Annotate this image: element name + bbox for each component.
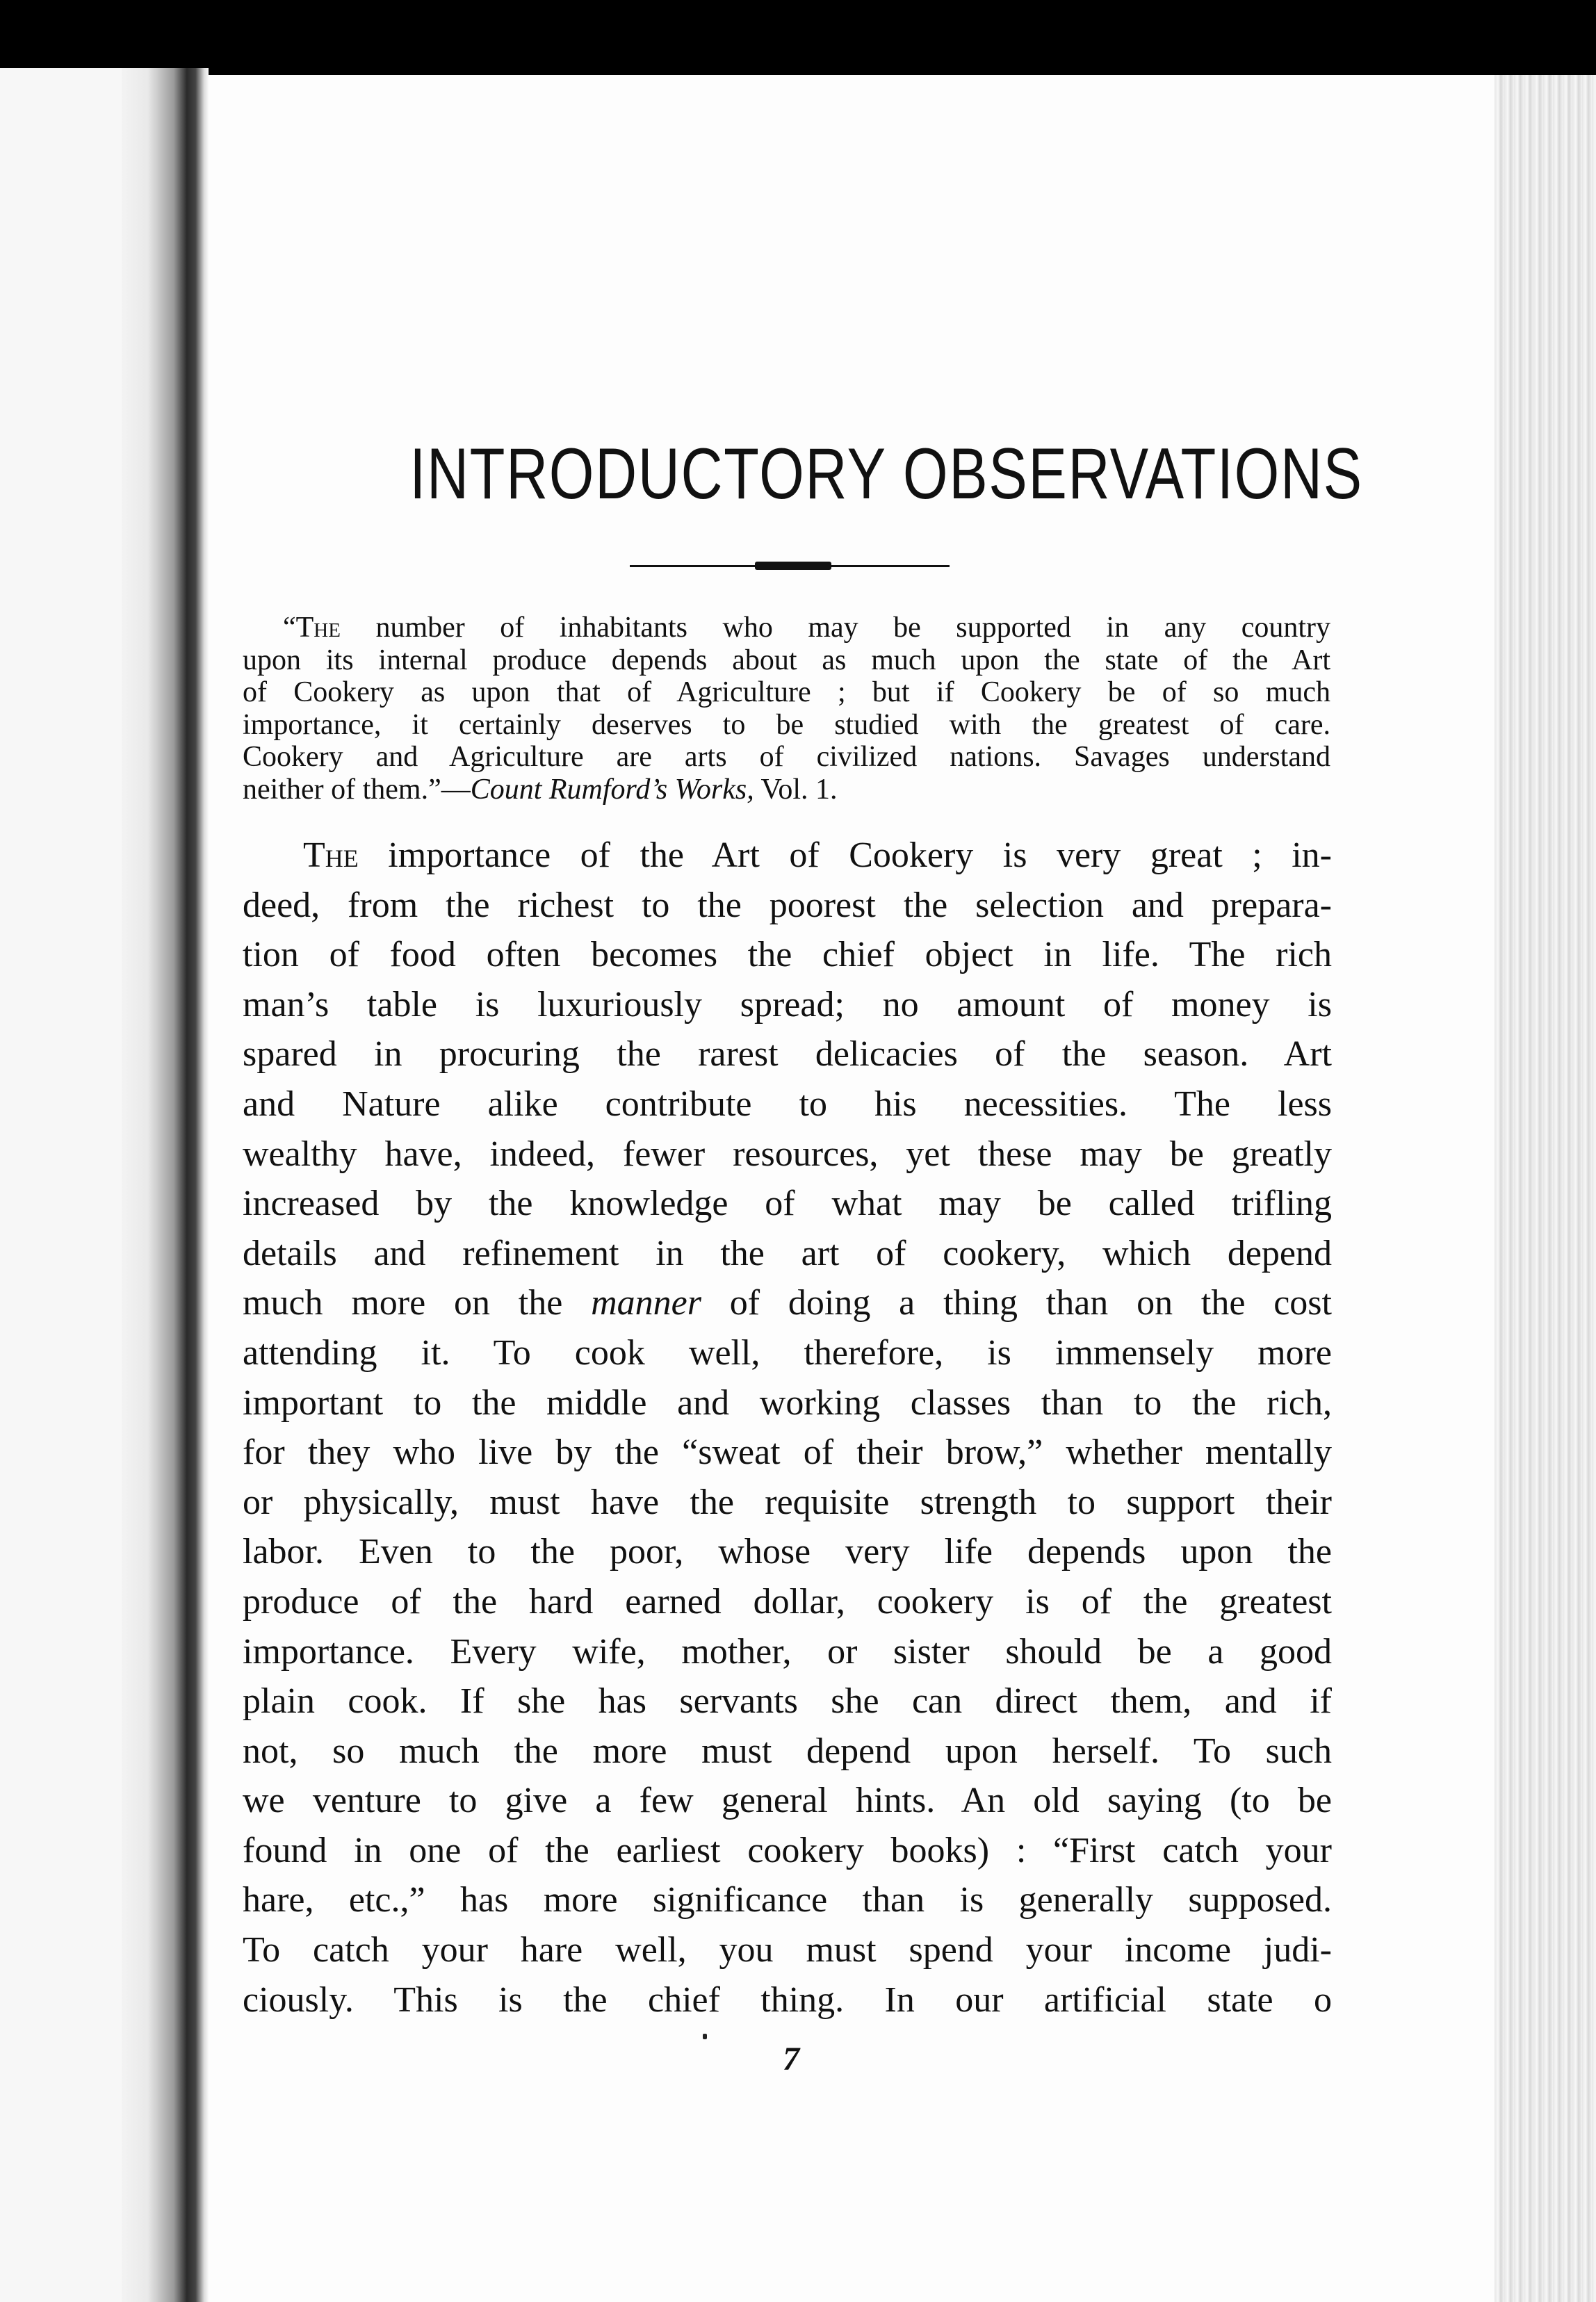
body-line: labor. Even to the poor, whose very life depends upon the bbox=[243, 1532, 1332, 1572]
body-line: or physically, must have the requisite strength to support their bbox=[243, 1482, 1332, 1522]
body-line bbox=[243, 831, 1332, 881]
epigraph-quote bbox=[243, 612, 1330, 806]
body-line: increased by the knowledge of what may be called trifling bbox=[243, 1184, 1332, 1224]
epigraph-line: importance, it certainly deserves to be studied with the greatest of care. bbox=[243, 708, 1330, 741]
body-line: hare, etc.,” has more significance than is generally supposed. bbox=[243, 1880, 1332, 1920]
body-line: tion of food often becomes the chief object in life. The rich bbox=[243, 935, 1332, 975]
body-line: plain cook. If she has servants she can direct them, and if bbox=[243, 1681, 1332, 1722]
epigraph-volume: Vol. 1. bbox=[754, 773, 838, 806]
epigraph-open-quote: “ bbox=[283, 612, 296, 644]
epigraph-line bbox=[243, 612, 1330, 644]
ink-speck bbox=[703, 2034, 707, 2039]
body-paragraph bbox=[243, 831, 1332, 2025]
body-line-text: much more on the bbox=[243, 1283, 592, 1323]
body-line: and Nature alike contribute to his necessities. The less bbox=[243, 1084, 1332, 1124]
epigraph-line-text: number of inhabitants who may be supported in any country bbox=[340, 612, 1330, 644]
chapter-title: INTRODUCTORY OBSERVATIONS bbox=[409, 434, 1363, 514]
body-line: produce of the hard earned dollar, cookery is of the greatest bbox=[243, 1581, 1332, 1622]
body-line: ciously. This is the chief thing. In our artificial state o bbox=[243, 1979, 1332, 2020]
epigraph-line: Cookery and Agriculture are arts of civilized nations. Savages understand bbox=[243, 741, 1330, 773]
page-number: 7 bbox=[783, 2041, 799, 2077]
title-rule-ornament bbox=[630, 562, 950, 570]
body-line: not, so much the more must depend upon herself. To such bbox=[243, 1731, 1332, 1771]
body-line: important to the middle and working classes than to the rich, bbox=[243, 1382, 1332, 1423]
body-line: deed, from the richest to the poorest the selection and prepara- bbox=[243, 885, 1332, 925]
epigraph-line: upon its internal produce depends about as much upon the state of the Art bbox=[243, 644, 1330, 676]
body-line: To catch your hare well, you must spend your income judi- bbox=[243, 1930, 1332, 1970]
epigraph-line-prefix: neither of them.”— bbox=[243, 773, 471, 806]
body-line: found in one of the earliest cookery books) : “First catch your bbox=[243, 1830, 1332, 1870]
drop-word: The bbox=[303, 835, 359, 875]
body-line: details and refinement in the art of cookery, which depend bbox=[243, 1233, 1332, 1273]
body-line-text: importance of the Art of Cookery is very great ; in- bbox=[358, 835, 1332, 875]
epigraph-line: of Cookery as upon that of Agriculture ; but if Cookery be of so much bbox=[243, 676, 1330, 708]
body-line: for they who live by the “sweat of their brow,” whether mentally bbox=[243, 1432, 1332, 1473]
page-edges-stack bbox=[1495, 75, 1596, 2302]
body-line: spared in procuring the rarest delicacies of the season. Art bbox=[243, 1034, 1332, 1075]
epigraph-source: Count Rumford’s Works, bbox=[470, 773, 754, 806]
epigraph-attribution-line bbox=[243, 774, 1330, 806]
body-line: wealthy have, indeed, fewer resources, yet these may be greatly bbox=[243, 1134, 1332, 1174]
body-line: man’s table is luxuriously spread; no amount of money is bbox=[243, 984, 1332, 1025]
epigraph-lead-word: The bbox=[295, 612, 341, 644]
body-line: we venture to give a few general hints. An old saying (to be bbox=[243, 1781, 1332, 1821]
body-line-text: of doing a thing than on the cost bbox=[701, 1283, 1332, 1323]
body-line: attending it. To cook well, therefore, is immensely more bbox=[243, 1332, 1332, 1373]
book-gutter bbox=[122, 68, 209, 2302]
emphasis-word: manner bbox=[591, 1283, 701, 1323]
body-line bbox=[243, 1278, 1332, 1328]
body-line: importance. Every wife, mother, or sister should be a good bbox=[243, 1631, 1332, 1672]
